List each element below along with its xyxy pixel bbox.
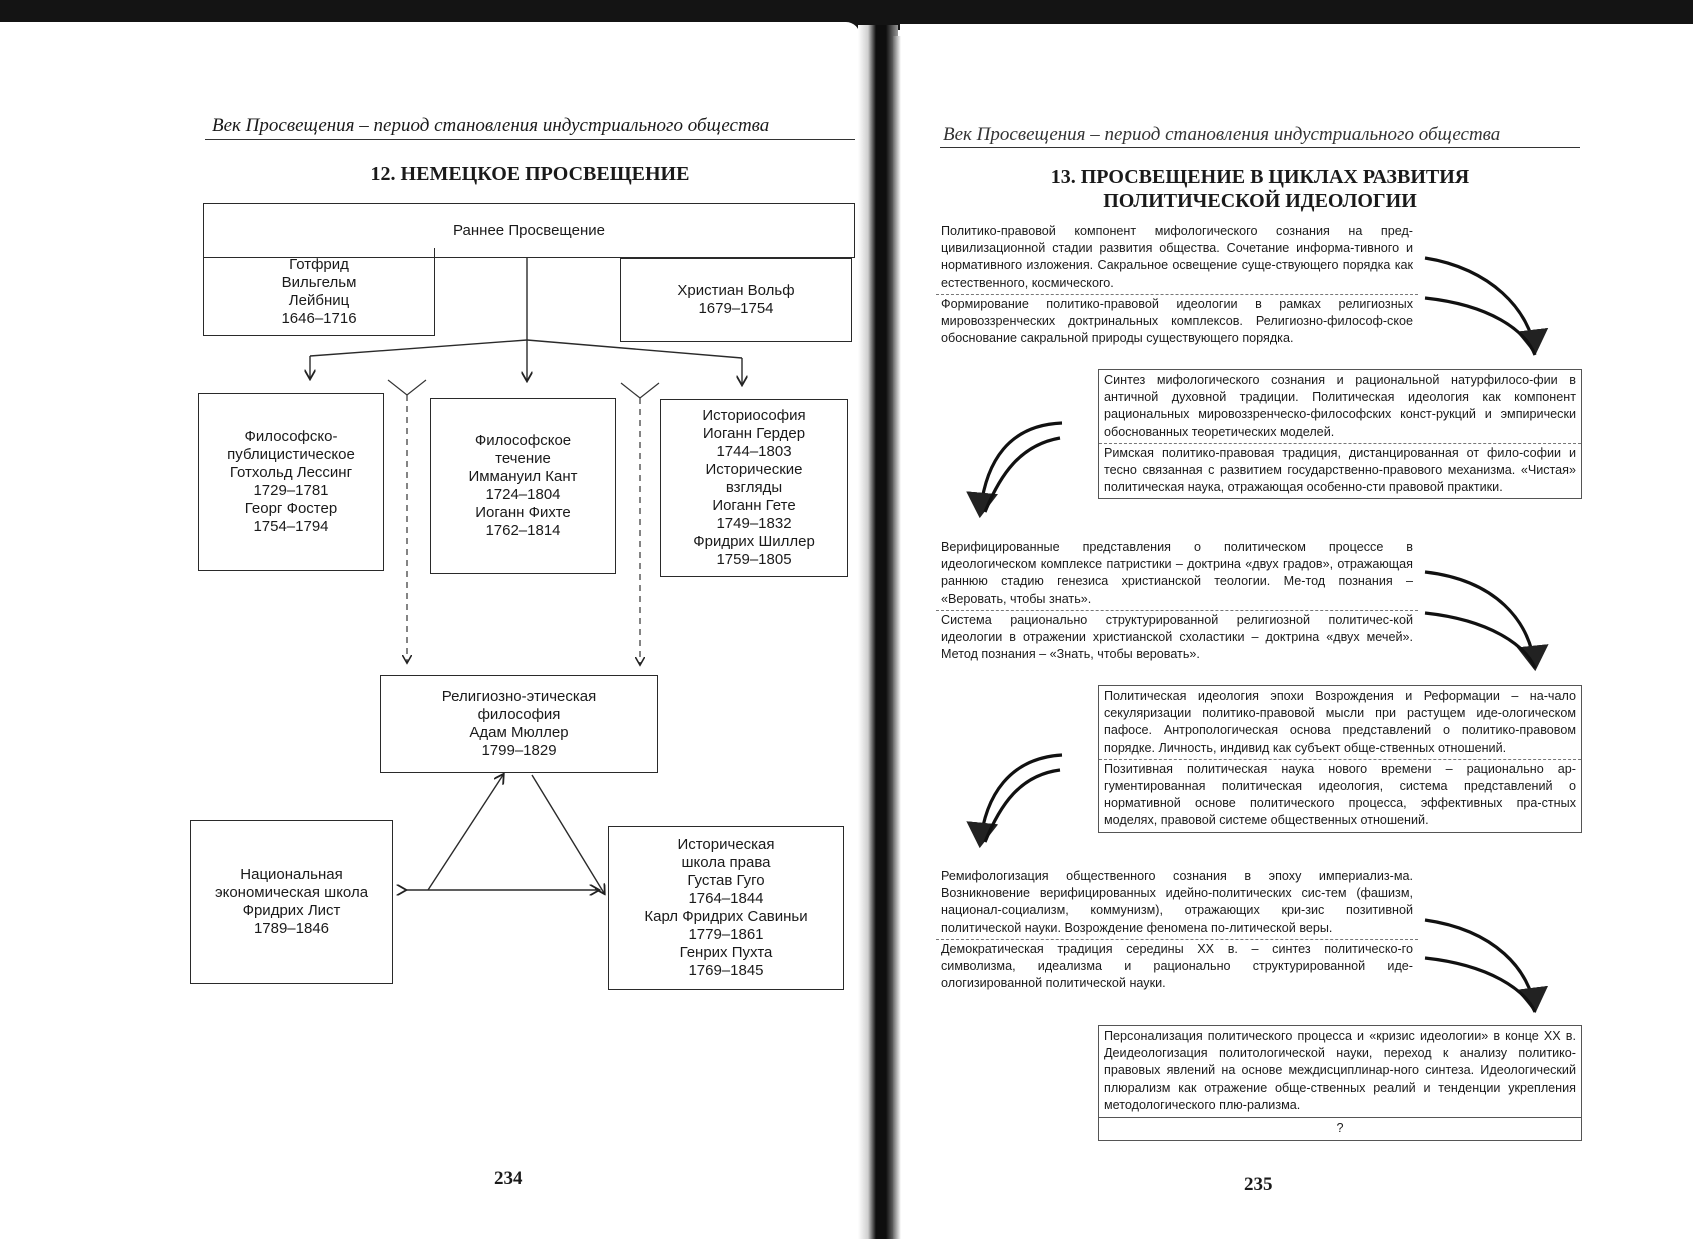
text-line: Вильгельм	[281, 273, 357, 291]
text-line: 1789–1846	[253, 920, 330, 937]
book-spine	[858, 25, 898, 1239]
text-line: течение	[495, 450, 551, 467]
box-herder	[660, 399, 848, 577]
scan-page-edge-left	[0, 22, 860, 36]
book-spine-shadow	[893, 36, 901, 1239]
cycle-4-part-1: Политическая идеология эпохи Возрождения и Реформации – на-чало секуляризации политико-правовой мысли при растущем иде-ологическом пафосе. Антропологическая основа представлений о политико-правовом порядке. Личность, индивид как субъект обще-ственных отношений.	[1104, 689, 1576, 755]
curved-arrow-right-3	[1425, 920, 1535, 1010]
left-running-header: Век Просвещения – период становления индустриального общества	[212, 115, 770, 136]
text-line: 1749–1832	[716, 515, 792, 532]
cycle-3-part-1: Верифицированные представления о политическом процессе в идеологическом комплексе патристики – доктрина «двух градов», отражающая раннюю стадию генезиса христианской теологии. Ме-тод познания – «Веровать, чтобы знать».	[941, 540, 1413, 606]
text-line: школа права	[681, 854, 771, 871]
text-line: Лейбниц	[288, 291, 350, 309]
text-line: Георг Фостер	[244, 500, 338, 517]
kant-text	[468, 432, 577, 540]
text-line: Карл Фридрих Савиньи	[644, 908, 808, 925]
box-muller	[380, 675, 658, 773]
right-page-number: 235	[1244, 1174, 1273, 1195]
text-line: 1679–1754	[698, 300, 774, 317]
text-line: Религиозно-этическая	[441, 688, 597, 705]
text-line: Иммануил Кант	[468, 468, 578, 485]
right-header-rule	[940, 147, 1580, 148]
cycle-2-part-1: Синтез мифологического сознания и рациональной натурфилосо-фии в античной духовной традиции. Политическая идеология как компонент рациональных мировоззренческо-философских конст-рукций и эмпирически обоснованных теоретических моделей.	[1104, 373, 1576, 439]
left-header-rule	[205, 139, 855, 140]
cycle-3-part-2: Система рационально структурированной религиозной политичес-кой идеологии в отражении христианской схоластики – доктрина «двух мечей». Метод познания – «Знать, чтобы веровать».	[941, 612, 1413, 662]
cycle-3-divider	[936, 610, 1418, 611]
right-page-title	[1000, 165, 1520, 213]
curved-arrow-right-2	[1425, 572, 1535, 668]
text-line: 1646–1716	[281, 309, 357, 327]
text-line: Философское	[474, 432, 572, 449]
text-line: Иоганн Гете	[712, 497, 796, 514]
text-line: Христиан Вольф	[677, 282, 795, 299]
leibniz-text	[281, 256, 356, 328]
text-line: 1744–1803	[716, 443, 792, 460]
fork-marks	[388, 380, 659, 398]
cycle-1-part-1: Политико-правовой компонент мифологического сознания на пред-цивилизационной стадии развития общества. Сочетание информа-тивного и нормативного изложения. Сакральное освещение суще-ствующего порядка как естественного, космического.	[941, 224, 1413, 290]
box-savigny	[608, 826, 844, 990]
text-line: 1724–1804	[485, 486, 561, 503]
text-line: экономическая школа	[214, 884, 369, 901]
cycle-block-1	[936, 221, 1418, 349]
text-line: публицистическое	[227, 446, 355, 463]
cycle-5-divider	[936, 939, 1418, 940]
curved-arrow-right-2b	[1425, 613, 1535, 668]
text-line: 1779–1861	[688, 926, 764, 943]
savigny-text	[644, 836, 807, 980]
cycle-1-part-2: Формирование политико-правовой идеологии в рамках религиозных мировоззренческих доктринальных комплексов. Религиозно-философ-ское обоснование сакральной природы существующего порядка.	[941, 296, 1413, 346]
curved-arrow-right-1	[1425, 258, 1535, 352]
branch-line-left	[310, 340, 527, 356]
box-wolff	[620, 258, 852, 342]
right-title-line-2: ПОЛИТИЧЕСКОЙ ИДЕОЛОГИИ	[1103, 190, 1417, 212]
cycle-4-part-2: Позитивная политическая наука нового времени – рационально ар-гументированная политическая идеология, система представлений о нормативной основе политического процесса, эффективных пра-стных моделях, правовой системе общественных отношений.	[1104, 761, 1576, 828]
triangle-connectors	[405, 775, 604, 893]
cycle-1-divider	[936, 294, 1418, 295]
text-line: Густав Гуго	[687, 872, 765, 889]
text-line: Историософия	[702, 407, 806, 424]
arrow-list-to-muller	[428, 775, 503, 890]
herder-text	[693, 407, 815, 569]
curved-arrow-left-2	[980, 755, 1062, 845]
right-running-header: Век Просвещения – период становления индустриального общества	[943, 124, 1501, 145]
curved-arrow-right-1b	[1425, 298, 1535, 355]
text-line: 1759–1805	[716, 551, 792, 568]
curved-arrow-right-3b	[1425, 958, 1535, 1012]
text-line: Фридрих Шиллер	[693, 533, 815, 550]
cycle-6-question: ?	[1099, 1117, 1581, 1138]
box-kant	[430, 398, 616, 574]
wolff-text	[677, 282, 794, 318]
cycle-2-divider	[1099, 443, 1581, 444]
text-line: Фридрих Лист	[242, 902, 341, 919]
text-line: Иоганн Гердер	[702, 425, 806, 442]
left-page-number: 234	[494, 1168, 523, 1189]
text-line: Иоганн Фихте	[475, 504, 571, 521]
text-line: Философско-	[244, 428, 338, 445]
text-line: 1764–1844	[688, 890, 764, 907]
box-lessing	[198, 393, 384, 571]
box-list	[190, 820, 393, 984]
cycle-block-3	[936, 537, 1418, 665]
text-line: Готхольд Лессинг	[229, 464, 353, 481]
cycle-block-4	[1098, 685, 1582, 833]
text-line: Адам Мюллер	[469, 724, 569, 741]
curved-arrow-left-1	[980, 423, 1062, 515]
curved-arrow-left-1b	[985, 438, 1060, 512]
fork-mark-left	[388, 380, 426, 395]
text-line: 1762–1814	[485, 522, 561, 539]
text-line: 1799–1829	[481, 742, 557, 759]
scan-page-edge-right	[900, 24, 1693, 38]
text-line: Национальная	[240, 866, 343, 883]
muller-text	[442, 688, 596, 760]
text-line: взгляды	[725, 479, 783, 496]
text-line: Генрих Пухта	[679, 944, 773, 961]
text-line: Исторические	[705, 461, 803, 478]
left-page-title: 12. НЕМЕЦКОЕ ПРОСВЕЩЕНИЕ	[370, 163, 690, 185]
text-line: Готфрид	[289, 255, 349, 273]
cycle-5-part-1: Ремифологизация общественного сознания в эпоху империализ-ма. Возникновение верифицированных идейно-политических сис-тем (фашизм, национал-социализм, коммунизм), отражающих кри-зис позитивной политической науки. Возрождение феномена по-литической веры.	[941, 869, 1413, 935]
cycle-block-2	[1098, 369, 1582, 499]
early-enlightenment-label: Раннее Просвещение	[453, 221, 605, 239]
text-line: 1769–1845	[688, 962, 764, 979]
box-leibniz	[203, 248, 435, 336]
cycle-block-5	[936, 866, 1418, 994]
right-title-line-1: 13. ПРОСВЕЩЕНИЕ В ЦИКЛАХ РАЗВИТИЯ	[1050, 166, 1470, 188]
text-line: Историческая	[677, 836, 775, 853]
text-line: 1729–1781	[253, 482, 329, 499]
list-text	[215, 866, 368, 938]
cycle-6-part-1: Персонализация политического процесса и «кризис идеологии» в конце XX в. Деидеологизация политологической науки, переход к анализу политико-правовых явлений на основе междисциплинар-ного синтеза. Идеологический плюрализм как отражение обще-ственных реалий и тенденции укрепления методологического плю-рализма.	[1104, 1029, 1576, 1112]
cycle-block-6	[1098, 1025, 1582, 1141]
fork-mark-right	[621, 383, 659, 398]
cycle-4-divider	[1099, 759, 1581, 760]
cycle-5-part-2: Демократическая традиция середины XX в. – синтез политическо-го символизма, идеализма и рационально структурированной иде-ологизированной политической науки.	[941, 941, 1413, 991]
branch-line-right	[527, 340, 742, 358]
cycle-2-part-2: Римская политико-правовая традиция, дистанцированная от фило-софии и тесно связанная с развитием государственно-правового механизма. «Чистая» политическая наука, отражающая особенно-сти правовой практики.	[1104, 445, 1576, 495]
curved-arrow-left-2b	[985, 770, 1060, 842]
arrow-muller-to-savigny	[532, 775, 604, 893]
text-line: философия	[477, 706, 561, 723]
lessing-text	[227, 428, 355, 536]
text-line: 1754–1794	[253, 518, 329, 535]
